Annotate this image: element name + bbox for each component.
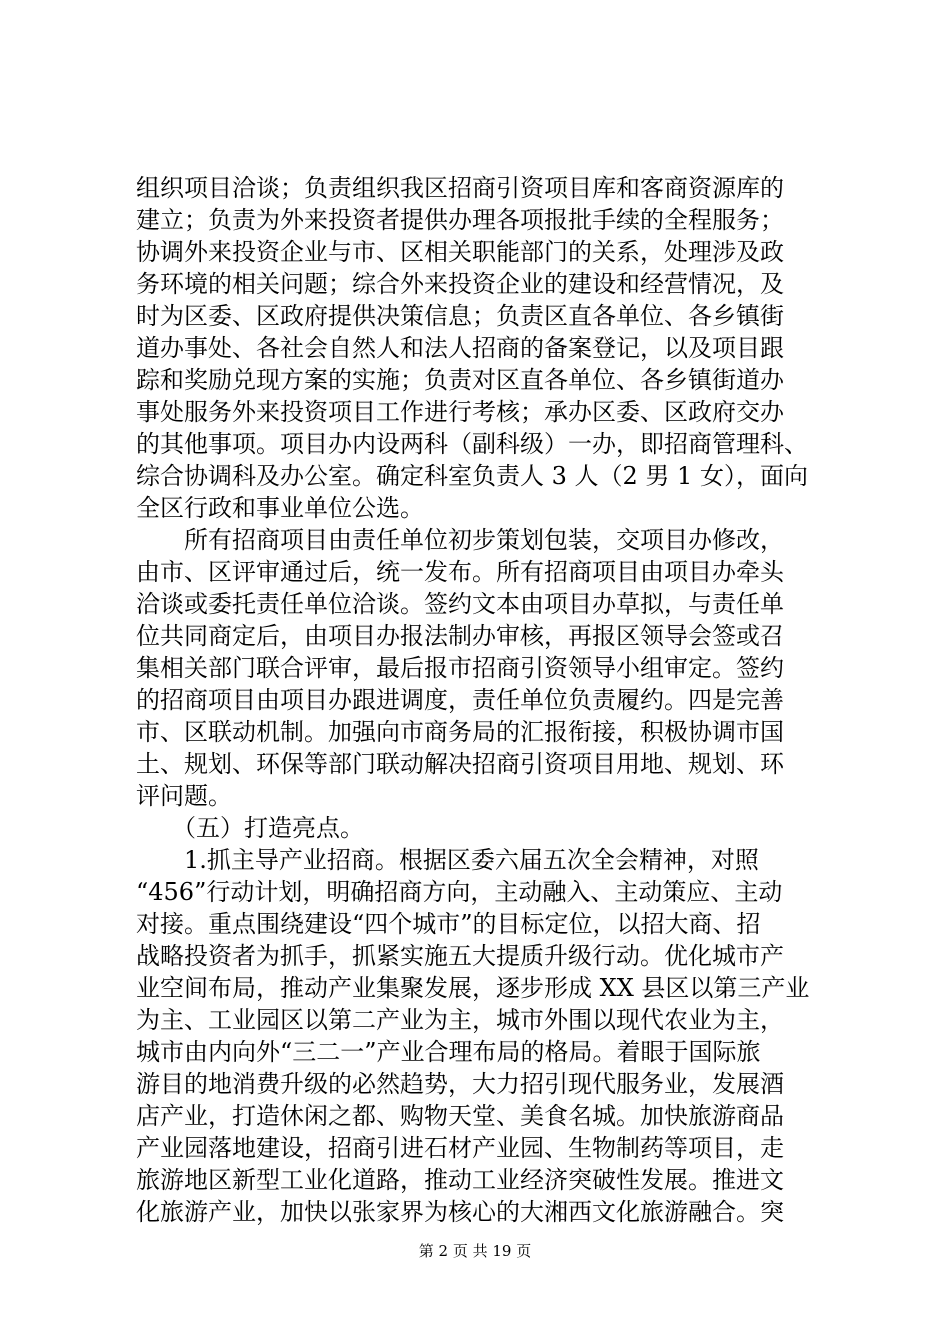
- text-line: 旅游地区新型工业化道路，推动工业经济突破性发展。推进文: [136, 1166, 784, 1194]
- text-line: 的其他事项。项目办内设两科（副科级）一办，即招商管理科、: [136, 430, 808, 458]
- text-line: 所有招商项目由责任单位初步策划包装，交项目办修改，: [136, 526, 784, 554]
- text-line: 评问题。: [136, 782, 232, 810]
- text-line: 土、规划、环保等部门联动解决招商引资项目用地、规划、环: [136, 750, 784, 778]
- text-line: 位共同商定后，由项目办报法制办审核，再报区领导会签或召: [136, 622, 784, 650]
- text-line: 对接。重点围绕建设“四个城市”的目标定位，以招大商、招: [136, 910, 761, 938]
- page-footer: [0, 1241, 950, 1261]
- text-line: 协调外来投资企业与市、区相关职能部门的关系，处理涉及政: [136, 238, 784, 266]
- text-line: 产业园落地建设，招商引进石材产业园、生物制药等项目，走: [136, 1134, 784, 1162]
- text-line: 综合协调科及办公室。确定科室负责人 3 人（2 男 1 女），面向: [136, 462, 808, 490]
- body-text: [136, 172, 826, 1228]
- text-line: 道办事处、各社会自然人和法人招商的备案登记，以及项目跟: [136, 334, 784, 362]
- text-line: 为主、工业园区以第二产业为主，城市外围以现代农业为主，: [136, 1006, 784, 1034]
- text-line: 组织项目洽谈；负责组织我区招商引资项目库和客商资源库的: [136, 174, 784, 202]
- section-heading: （五）打造亮点。: [136, 814, 364, 842]
- text-line: 洽谈或委托责任单位洽谈。签约文本由项目办草拟，与责任单: [136, 590, 784, 618]
- text-line: 业空间布局，推动产业集聚发展，逐步形成 XX 县区以第三产业: [136, 974, 810, 1002]
- text-line: 游目的地消费升级的必然趋势，大力招引现代服务业，发展酒: [136, 1070, 784, 1098]
- text-line: 的招商项目由项目办跟进调度，责任单位负责履约。四是完善: [136, 686, 784, 714]
- text-line: 时为区委、区政府提供决策信息；负责区直各单位、各乡镇街: [136, 302, 784, 330]
- text-line: 建立；负责为外来投资者提供办理各项报批手续的全程服务；: [136, 206, 784, 234]
- text-line: 战略投资者为抓手，抓紧实施五大提质升级行动。优化城市产: [136, 942, 784, 970]
- text-line: 全区行政和事业单位公选。: [136, 494, 424, 522]
- text-line: 城市由内向外“三二一”产业合理布局的格局。着眼于国际旅: [136, 1038, 761, 1066]
- text-line: “456”行动计划，明确招商方向，主动融入、主动策应、主动: [136, 878, 783, 906]
- text-line: 踪和奖励兑现方案的实施；负责对区直各单位、各乡镇街道办: [136, 366, 784, 394]
- text-line: 1.抓主导产业招商。根据区委六届五次全会精神，对照: [136, 846, 759, 874]
- text-line: 务环境的相关问题；综合外来投资企业的建设和经营情况，及: [136, 270, 784, 298]
- text-line: 由市、区评审通过后，统一发布。所有招商项目由项目办牵头: [136, 558, 784, 586]
- text-line: 店产业，打造休闲之都、购物天堂、美食名城。加快旅游商品: [136, 1102, 784, 1130]
- page-number: 第 2 页 共 19 页: [418, 1242, 532, 1260]
- text-line: 集相关部门联合评审，最后报市招商引资领导小组审定。签约: [136, 654, 784, 682]
- text-line: 化旅游产业，加快以张家界为核心的大湘西文化旅游融合。突: [136, 1198, 784, 1226]
- text-line: 事处服务外来投资项目工作进行考核；承办区委、区政府交办: [136, 398, 784, 426]
- text-line: 市、区联动机制。加强向市商务局的汇报衔接，积极协调市国: [136, 718, 784, 746]
